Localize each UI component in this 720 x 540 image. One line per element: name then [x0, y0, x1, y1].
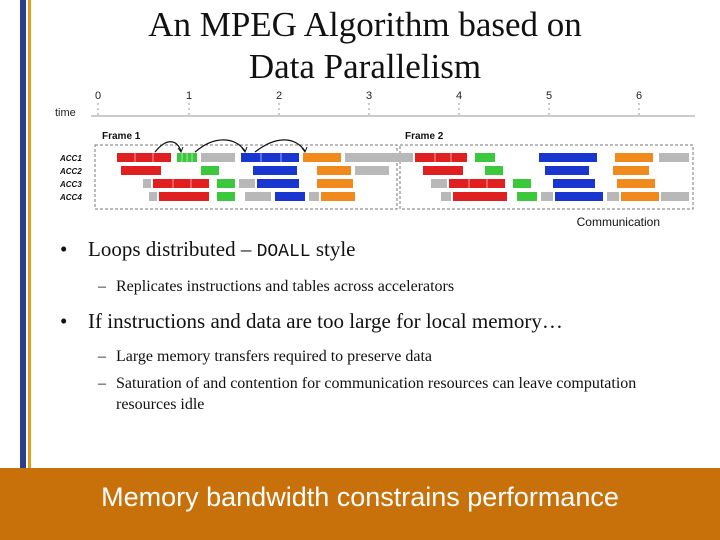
tick-label-0: 0	[94, 90, 102, 102]
title-line-2: Data Parallelism	[248, 47, 482, 86]
sub-bullet-2-1	[56, 346, 696, 367]
bullet-1-text: Loops distributed –	[88, 237, 257, 261]
acc4-task-gray	[149, 192, 157, 201]
row-label-acc2: ACC2	[60, 167, 82, 176]
comm-arrow-3	[255, 140, 305, 152]
acc1-task-orange	[303, 153, 341, 162]
bullet-2-text: If instructions and data are too large for local memory…	[88, 309, 563, 333]
bullet-2	[56, 308, 696, 334]
acc2-task-green	[201, 166, 219, 175]
acc4-task-gray-7	[661, 192, 689, 201]
sub-bullet-2-1-text: Large memory transfers required to preserve data	[116, 348, 433, 365]
acc3-task-green-2	[513, 179, 531, 188]
acc1-task-gray-3	[659, 153, 689, 162]
acc1-task-blue-2	[539, 153, 597, 162]
left-accent-bar	[20, 0, 26, 470]
frame-2-label: Frame 2	[405, 131, 444, 142]
acc1-task-gray	[201, 153, 235, 162]
acc4-task-green-2	[517, 192, 537, 201]
acc4-task-gray-5	[541, 192, 553, 201]
bullet-dot: •	[60, 309, 68, 333]
bullet-dot: •	[60, 237, 68, 261]
acc4-task-red-2	[453, 192, 507, 201]
acc1-task-red	[117, 153, 171, 162]
tick-label-2: 2	[275, 90, 283, 102]
row-label-acc4: ACC4	[60, 193, 82, 202]
acc3-task-green	[217, 179, 235, 188]
acc3-task-red	[153, 179, 209, 188]
acc4-task-orange-2	[621, 192, 659, 201]
sub-bullet-1-1-text: Replicates instructions and tables across accelerators	[116, 278, 455, 295]
sub-bullet-1-1	[56, 276, 696, 297]
time-axis-label: time	[55, 107, 76, 119]
acc2-task-orange	[317, 166, 351, 175]
tick-label-5: 5	[545, 90, 553, 102]
acc2-task-green-2	[485, 166, 503, 175]
timeline-diagram	[55, 85, 695, 233]
communication-label: Communication	[576, 215, 660, 229]
row-label-acc3: ACC3	[60, 180, 82, 189]
comm-arrow-1	[155, 142, 181, 152]
acc3-task-gray	[143, 179, 151, 188]
acc3-task-gray-3	[431, 179, 447, 188]
title-line-1: An MPEG Algorithm based on	[148, 5, 582, 44]
acc3-task-orange-2	[617, 179, 655, 188]
slide-title	[40, 4, 690, 88]
bullet-1-text-end: style	[310, 237, 356, 261]
bullet-1	[56, 236, 696, 265]
acc4-task-gray-3	[309, 192, 319, 201]
acc4-task-blue	[275, 192, 305, 201]
acc3-task-orange	[317, 179, 353, 188]
dash-marker: –	[98, 375, 106, 392]
acc1-task-blue	[241, 153, 299, 162]
banner-text: Memory bandwidth constrains performance	[101, 482, 619, 512]
comm-arrow-2	[195, 140, 245, 152]
dash-marker: –	[98, 278, 106, 295]
acc3-task-blue-2	[553, 179, 595, 188]
tick-label-3: 3	[365, 90, 373, 102]
acc3-task-blue	[257, 179, 299, 188]
acc2-task-red-2	[423, 166, 463, 175]
acc4-task-orange	[321, 192, 355, 201]
acc2-task-red	[121, 166, 161, 175]
frame-1-label: Frame 1	[102, 131, 141, 142]
acc1-task-gray-2	[345, 153, 413, 162]
dash-marker: –	[98, 348, 106, 365]
acc4-task-blue-2	[555, 192, 603, 201]
acc4-task-gray-6	[607, 192, 619, 201]
tick-label-4: 4	[455, 90, 463, 102]
acc1-task-red-2	[415, 153, 467, 162]
left-accent-stripe	[28, 0, 31, 470]
sub-bullet-2-2-text: Saturation of and contention for communication resources can leave computation resources idle	[116, 375, 637, 413]
acc1-task-orange-2	[615, 153, 653, 162]
acc3-task-gray-2	[239, 179, 255, 188]
tick-label-6: 6	[635, 90, 643, 102]
acc2-task-blue	[253, 166, 297, 175]
row-label-acc1: ACC1	[60, 154, 82, 163]
acc2-task-orange-2	[613, 166, 649, 175]
acc4-task-red	[159, 192, 209, 201]
acc2-task-gray	[355, 166, 389, 175]
acc4-task-green	[217, 192, 235, 201]
bullet-list	[56, 236, 696, 415]
sub-bullet-2-2	[56, 373, 696, 415]
acc4-task-gray-2	[245, 192, 271, 201]
acc4-task-gray-4	[441, 192, 451, 201]
acc2-task-blue-2	[545, 166, 589, 175]
acc1-task-green-2	[475, 153, 495, 162]
conclusion-banner	[0, 468, 720, 540]
bullet-1-code: DOALL	[256, 242, 311, 262]
tick-label-1: 1	[185, 90, 193, 102]
acc3-task-red-2	[449, 179, 505, 188]
